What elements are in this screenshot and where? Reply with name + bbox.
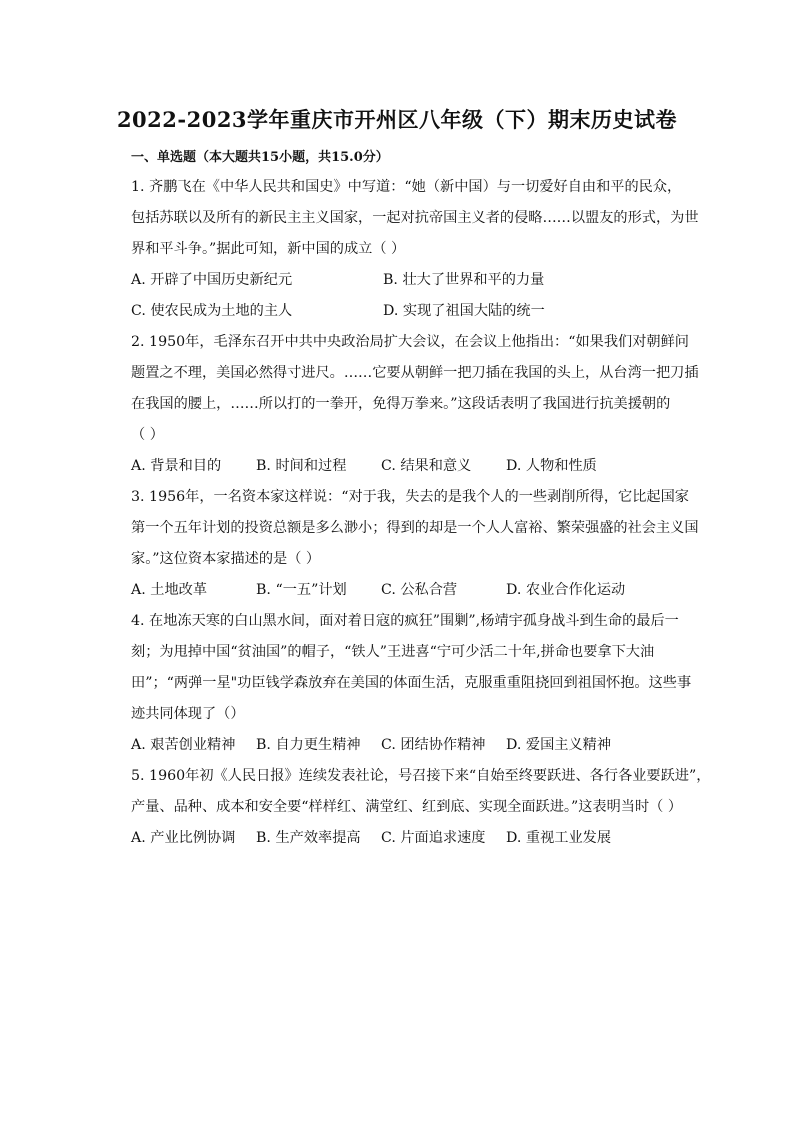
option-a: A. 开辟了中国历史新纪元 <box>131 272 293 288</box>
option-d: D. 爱国主义精神 <box>506 737 612 753</box>
option-b: B. 壮大了世界和平的力量 <box>383 272 545 288</box>
options-row <box>131 823 691 854</box>
option-d: D. 人物和性质 <box>506 458 597 474</box>
option-b: B. 时间和过程 <box>256 458 347 474</box>
question-1 <box>131 172 699 327</box>
question-3 <box>131 482 699 606</box>
options-row <box>131 296 691 327</box>
question-text-line: 第一个五年计划的投资总额是多么渺小；得到的却是一个人人富裕、繁荣强盛的社会主义国 <box>131 520 699 536</box>
question-5 <box>131 761 711 854</box>
option-a: A. 背景和目的 <box>131 458 222 474</box>
option-d: D. 农业合作化运动 <box>506 582 626 598</box>
option-a: A. 艰苦创业精神 <box>131 737 236 753</box>
option-a: A. 产业比例协调 <box>131 830 236 846</box>
question-text-line: 刻；为甩掉中国“贫油国”的帽子，“铁人”王进喜“宁可少活二十年,拼命也要拿下大油 <box>131 644 655 660</box>
question-4 <box>131 606 691 761</box>
options-row <box>131 265 691 296</box>
option-c: C. 片面追求速度 <box>381 830 486 846</box>
question-text-line: 产量、品种、成本和安全要“样样红、满堂红、红到底、实现全面跃进。”这表明当时（ ） <box>131 799 683 815</box>
option-d: D. 重视工业发展 <box>506 830 612 846</box>
option-a: A. 土地改革 <box>131 582 208 598</box>
option-b: B. “一五”计划 <box>256 582 347 598</box>
question-2 <box>131 327 699 482</box>
question-text-line: 题置之不理，美国必然得寸进尺。……它要从朝鲜一把刀插在我国的头上，从台湾一把刀插 <box>131 365 699 381</box>
question-text-line: （ ） <box>131 427 164 443</box>
question-text-line: 1. 齐鹏飞在《中华人民共和国史》中写道：“她（新中国）与一切爱好自由和平的民众， <box>131 179 682 195</box>
question-text-line: 田”；“两弹一星"功臣钱学森放弃在美国的体面生活，克服重重阻挠回到祖国怀抱。这些事 <box>131 675 692 691</box>
question-text-line: 3. 1956年，一名资本家这样说：“对于我，失去的是我个人的一些剥削所得，它比起国家 <box>131 489 689 505</box>
question-text-line: 4. 在地冻天寒的白山黑水间，面对着日寇的疯狂”围剿”,杨靖宇孤身战斗到生命的最后一 <box>131 613 679 629</box>
options-row <box>131 575 691 606</box>
option-c: C. 使农民成为土地的主人 <box>131 303 293 319</box>
option-c: C. 结果和意义 <box>381 458 472 474</box>
options-row <box>131 730 691 761</box>
question-text-line: 家。”这位资本家描述的是（ ） <box>131 551 321 567</box>
question-text-line: 包括苏联以及所有的新民主主义国家，一起对抗帝国主义者的侵略……以盟友的形式，为世 <box>131 210 699 226</box>
question-text-line: 5. 1960年初《人民日报》连续发表社论，号召接下来“自始至终要跃进、各行各业要跃进”， <box>131 768 711 784</box>
options-row <box>131 451 691 482</box>
question-text-line: 界和平斗争。”据此可知，新中国的成立（ ） <box>131 241 406 257</box>
option-c: C. 公私合营 <box>381 582 458 598</box>
option-d: D. 实现了祖国大陆的统一 <box>383 303 545 319</box>
option-b: B. 生产效率提高 <box>256 830 361 846</box>
section-heading: 一、单选题（本大题共15小题，共15.0分） <box>131 150 389 165</box>
question-text-line: 2. 1950年，毛泽东召开中共中央政治局扩大会议，在会议上他指出：“如果我们对朝鲜问 <box>131 334 689 350</box>
page-title: 2022-2023学年重庆市开州区八年级（下）期末历史试卷 <box>116 107 678 132</box>
question-text-line: 在我国的腰上，……所以打的一拳开，免得万拳来。”这段话表明了我国进行抗美援朝的 <box>131 396 671 412</box>
option-c: C. 团结协作精神 <box>381 737 486 753</box>
question-text-line: 迹共同体现了（） <box>131 706 245 722</box>
question-list <box>131 172 711 854</box>
option-b: B. 自力更生精神 <box>256 737 361 753</box>
